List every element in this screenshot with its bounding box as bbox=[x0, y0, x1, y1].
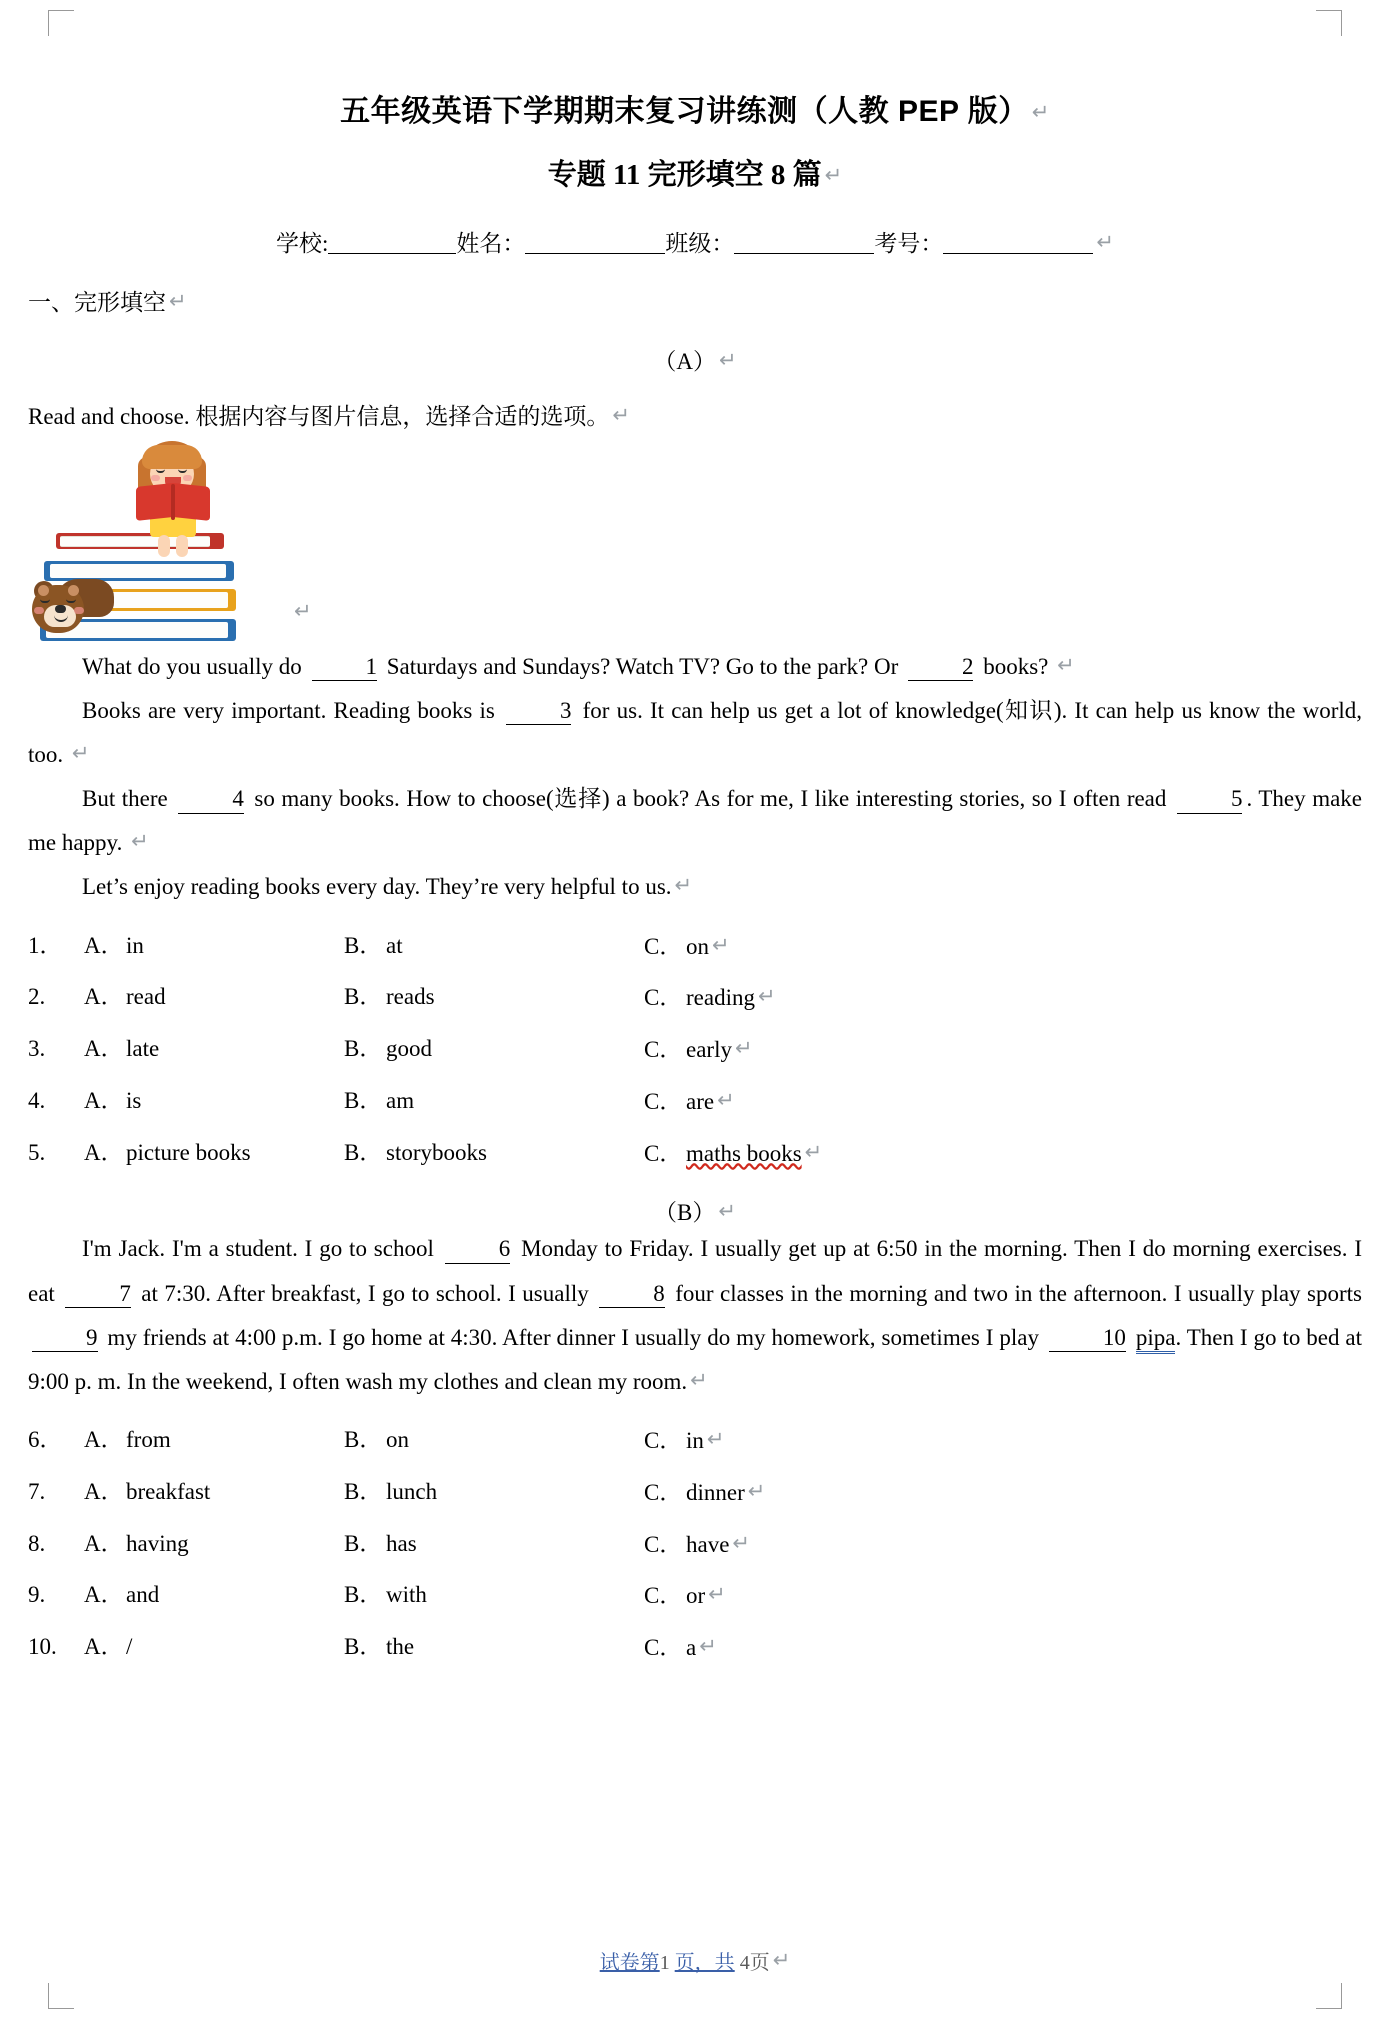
question-number: 1． bbox=[28, 932, 63, 958]
option-b[interactable] bbox=[344, 1581, 644, 1611]
answer-blank-9[interactable]: 9 bbox=[32, 1325, 98, 1352]
part-b-question-list bbox=[28, 1426, 1362, 1663]
part-a-question-list bbox=[28, 932, 1362, 1169]
exam-id-field[interactable] bbox=[943, 230, 1093, 254]
question-row bbox=[28, 1087, 1362, 1117]
option-b-label: the bbox=[386, 1634, 415, 1659]
option-a-label: is bbox=[126, 1087, 142, 1113]
option-c-key: C． bbox=[644, 1479, 683, 1505]
option-c-key: C． bbox=[644, 1140, 683, 1166]
option-c-key: C． bbox=[644, 1037, 683, 1063]
question-row bbox=[28, 1139, 1362, 1169]
exam-id-label: 考号： bbox=[874, 230, 944, 256]
question-row bbox=[28, 983, 1362, 1013]
option-c[interactable] bbox=[644, 983, 904, 1013]
question-row bbox=[28, 932, 1362, 962]
option-b-key: B． bbox=[344, 984, 383, 1010]
paragraph-mark-icon: ↵ bbox=[612, 402, 630, 427]
paragraph-mark-icon: ↵ bbox=[772, 1948, 791, 1972]
option-a[interactable] bbox=[84, 932, 344, 962]
option-b-key: B． bbox=[344, 1427, 383, 1452]
option-c-label: on bbox=[686, 933, 709, 959]
bear-cheek-left bbox=[34, 607, 44, 614]
page-footer bbox=[0, 1946, 1390, 1975]
option-b-label: has bbox=[386, 1530, 417, 1556]
option-c-key: C． bbox=[644, 1088, 683, 1114]
passage-paragraph: I'm Jack. I'm a student. I go to school 6 Monday to Friday. I usually get up at 6:50 in the morning. Then I do morning exercises. I eat 7 at 7:30. After breakfast, I go to school. I usually 8 four classes in the morning and two in the afternoon. I usually play sports 9 my friends at 4:00 p.m. I go home at 4:30. After dinner I usually do my homework, sometimes I play 10 pipa. Then I go to bed at 9:00 p. m. In the weekend, I often wash my clothes and clean my room. ↵ bbox=[28, 1236, 1362, 1394]
question-number: 6． bbox=[28, 1427, 63, 1452]
option-a-key: A． bbox=[84, 1530, 124, 1556]
section-heading bbox=[28, 284, 1362, 317]
option-c[interactable] bbox=[644, 1530, 904, 1560]
girl-figure bbox=[120, 441, 228, 561]
part-b-label bbox=[28, 1194, 1362, 1227]
answer-blank-3[interactable]: 3 bbox=[506, 698, 572, 725]
school-label: 学校: bbox=[276, 230, 329, 256]
book-spine bbox=[171, 484, 175, 520]
question-number: 8. bbox=[28, 1530, 46, 1556]
option-c-key: C． bbox=[644, 1531, 683, 1557]
option-b-key: B． bbox=[344, 1478, 383, 1504]
option-b-label: at bbox=[386, 932, 403, 958]
option-c-key: C． bbox=[644, 933, 683, 959]
cheek-left bbox=[151, 475, 160, 481]
footer-prefix: 试卷第 bbox=[599, 1952, 660, 1974]
option-a[interactable] bbox=[84, 1035, 344, 1065]
option-b-key: B． bbox=[344, 1634, 383, 1659]
option-a-label: / bbox=[126, 1634, 133, 1659]
page-title bbox=[28, 92, 1362, 131]
option-a-key: A． bbox=[84, 1478, 124, 1504]
option-c[interactable] bbox=[644, 1581, 904, 1611]
option-a[interactable] bbox=[84, 1633, 344, 1663]
option-c-key: C． bbox=[644, 1583, 683, 1609]
option-a-key: A． bbox=[84, 1582, 124, 1608]
option-c-label: are bbox=[686, 1088, 715, 1114]
class-field[interactable] bbox=[734, 230, 874, 254]
option-c-label: early bbox=[686, 1037, 732, 1063]
paragraph-mark-icon: ↵ bbox=[699, 1634, 717, 1658]
paragraph-mark-icon: ↵ bbox=[708, 1582, 726, 1607]
part-a-instruction-text: Read and choose. 根据内容与图片信息，选择合适的选项。 bbox=[28, 403, 610, 429]
option-c-label: in bbox=[686, 1428, 704, 1453]
paragraph-mark-icon: ↵ bbox=[169, 288, 187, 313]
paragraph-mark-icon: ↵ bbox=[1057, 652, 1075, 677]
part-a-instruction bbox=[28, 398, 1362, 431]
paragraph-mark-icon: ↵ bbox=[757, 984, 776, 1009]
answer-blank-8[interactable]: 8 bbox=[599, 1281, 665, 1308]
cheek-right bbox=[183, 475, 192, 481]
option-a-label: late bbox=[126, 1036, 160, 1062]
bear-nose bbox=[55, 605, 66, 613]
option-a-label: and bbox=[126, 1582, 160, 1608]
option-a[interactable] bbox=[84, 1426, 344, 1456]
bear-eye-left bbox=[40, 599, 50, 603]
option-b-key: B． bbox=[344, 1582, 383, 1608]
question-row bbox=[28, 1426, 1362, 1456]
grammar-error-word: pipa bbox=[1136, 1325, 1176, 1354]
option-c[interactable] bbox=[644, 1633, 904, 1663]
option-b-label: good bbox=[386, 1036, 432, 1062]
paragraph-mark-icon: ↵ bbox=[732, 1530, 751, 1555]
option-c[interactable] bbox=[644, 1478, 904, 1508]
paragraph-mark-icon: ↵ bbox=[718, 1199, 736, 1224]
paragraph-mark-icon: ↵ bbox=[1096, 229, 1114, 254]
illustration-row bbox=[28, 445, 1362, 645]
option-a-key: A． bbox=[84, 1427, 124, 1452]
name-field[interactable] bbox=[525, 230, 665, 254]
bear-inner-ear-left bbox=[38, 585, 49, 596]
page-subtitle-text: 专题 11 完形填空 8 篇 bbox=[547, 159, 822, 191]
girl-reading-illustration bbox=[30, 445, 280, 645]
option-a-label: in bbox=[126, 932, 144, 958]
option-a-label: read bbox=[126, 984, 166, 1010]
page-subtitle bbox=[28, 157, 1362, 195]
question-number: 2. bbox=[28, 984, 46, 1010]
passage-paragraph: Let’s enjoy reading books every day. They’re very helpful to us. ↵ bbox=[82, 873, 693, 900]
question-row bbox=[28, 1530, 1362, 1560]
class-label: 班级： bbox=[665, 230, 735, 256]
option-b-key: B． bbox=[344, 1139, 383, 1165]
part-a-label bbox=[28, 343, 1362, 376]
paragraph-mark-icon: ↵ bbox=[294, 598, 312, 623]
question-number: 4. bbox=[28, 1087, 46, 1113]
answer-blank-6[interactable]: 6 bbox=[445, 1236, 511, 1263]
option-c[interactable] bbox=[644, 1035, 904, 1065]
option-a[interactable] bbox=[84, 1087, 344, 1117]
option-b[interactable] bbox=[344, 1426, 644, 1456]
option-b[interactable] bbox=[344, 932, 644, 962]
option-b-key: B． bbox=[344, 1036, 383, 1062]
open-red-book-icon bbox=[136, 485, 210, 519]
option-c[interactable] bbox=[644, 1426, 904, 1456]
option-b-label: on bbox=[386, 1427, 409, 1452]
option-c-label: have bbox=[686, 1531, 730, 1557]
option-b-label: reads bbox=[386, 984, 435, 1010]
option-b-label: lunch bbox=[386, 1478, 438, 1504]
option-c-key: C． bbox=[644, 1428, 683, 1453]
option-b[interactable] bbox=[344, 1087, 644, 1117]
paragraph-mark-icon: ↵ bbox=[747, 1478, 766, 1503]
option-c[interactable] bbox=[644, 932, 904, 962]
paragraph-mark-icon: ↵ bbox=[690, 1367, 708, 1392]
option-b-label: storybooks bbox=[386, 1139, 487, 1165]
option-b[interactable] bbox=[344, 1478, 644, 1508]
paragraph-mark-icon: ↵ bbox=[674, 873, 693, 898]
option-a-key: A． bbox=[84, 1139, 124, 1165]
bear-eye-right bbox=[66, 599, 76, 603]
leg-left bbox=[158, 535, 170, 557]
option-a[interactable] bbox=[84, 1478, 344, 1508]
passage-paragraph: But there 4 so many books. How to choose(选择) a book? As for me, I like interesting stories, so I often read 5 . They make me happy. ↵ bbox=[28, 786, 1362, 856]
option-a[interactable] bbox=[84, 1581, 344, 1611]
paragraph-mark-icon: ↵ bbox=[706, 1427, 725, 1451]
option-b-key: B． bbox=[344, 1530, 383, 1556]
option-a[interactable] bbox=[84, 1530, 344, 1560]
option-b[interactable] bbox=[344, 983, 644, 1013]
option-c[interactable] bbox=[644, 1087, 904, 1117]
question-number: 10. bbox=[28, 1634, 57, 1659]
paragraph-mark-icon: ↵ bbox=[131, 829, 149, 854]
leg-right bbox=[176, 535, 188, 557]
teddy-bear-figure bbox=[32, 573, 118, 639]
student-info-line bbox=[28, 225, 1362, 258]
option-a-label: breakfast bbox=[126, 1478, 211, 1504]
footer-total-pages: 4 bbox=[739, 1952, 750, 1974]
option-a-label: from bbox=[126, 1427, 171, 1452]
option-a-label: picture books bbox=[126, 1139, 251, 1165]
passage-paragraph: What do you usually do 1 Saturdays and Sundays? Watch TV? Go to the park? Or 2 books? ↵ bbox=[28, 645, 1362, 689]
option-c[interactable] bbox=[644, 1139, 904, 1169]
option-c-label: dinner bbox=[686, 1479, 745, 1505]
fringe bbox=[142, 445, 202, 469]
paragraph-mark-icon: ↵ bbox=[712, 932, 730, 957]
answer-blank-4[interactable]: 4 bbox=[178, 786, 244, 813]
paragraph-mark-icon: ↵ bbox=[824, 163, 843, 187]
option-c-label: reading bbox=[686, 985, 755, 1011]
book-page-right bbox=[173, 483, 210, 521]
paragraph-mark-icon: ↵ bbox=[1031, 100, 1050, 124]
bear-inner-ear-right bbox=[68, 585, 79, 596]
option-b-key: B． bbox=[344, 932, 383, 958]
school-field[interactable] bbox=[328, 230, 456, 254]
option-b-key: B． bbox=[344, 1087, 383, 1113]
part-b-label-text: （B） bbox=[654, 1200, 716, 1226]
paragraph-mark-icon: ↵ bbox=[71, 741, 90, 765]
question-number: 9. bbox=[28, 1582, 46, 1608]
option-b[interactable] bbox=[344, 1035, 644, 1065]
option-a-key: A． bbox=[84, 1036, 124, 1062]
footer-page-number: 1 bbox=[659, 1952, 670, 1974]
option-a[interactable] bbox=[84, 983, 344, 1013]
option-a-label: having bbox=[126, 1530, 189, 1556]
option-a-key: A． bbox=[84, 1087, 124, 1113]
option-a-key: A． bbox=[84, 1634, 124, 1659]
question-number: 5. bbox=[28, 1139, 46, 1165]
paragraph-mark-icon: ↵ bbox=[734, 1036, 753, 1061]
answer-blank-5[interactable]: 5 bbox=[1177, 786, 1243, 813]
question-row bbox=[28, 1035, 1362, 1065]
question-row bbox=[28, 1581, 1362, 1611]
name-label: 姓名： bbox=[456, 230, 526, 256]
page-title-text: 五年级英语下学期期末复习讲练测（人教 PEP 版） bbox=[340, 95, 1029, 128]
paragraph-mark-icon: ↵ bbox=[804, 1139, 823, 1164]
option-a-key: A． bbox=[84, 932, 124, 958]
option-c-key: C． bbox=[644, 1635, 683, 1660]
section-heading-text: 一、完形填空 bbox=[28, 289, 166, 315]
answer-blank-10[interactable]: 10 bbox=[1049, 1325, 1126, 1352]
option-a-key: A． bbox=[84, 984, 124, 1010]
part-a-passage bbox=[28, 645, 1362, 910]
option-c-label: maths books bbox=[686, 1140, 802, 1166]
option-c-key: C． bbox=[644, 985, 683, 1011]
question-number: 7. bbox=[28, 1478, 46, 1504]
footer-middle: 页，共 bbox=[674, 1952, 735, 1974]
option-b-label: am bbox=[386, 1087, 415, 1113]
option-b[interactable] bbox=[344, 1633, 644, 1663]
option-b[interactable] bbox=[344, 1139, 644, 1169]
option-b-label: with bbox=[386, 1582, 427, 1608]
option-c-label: or bbox=[686, 1583, 706, 1609]
book-page-left bbox=[136, 483, 173, 521]
option-c-label: a bbox=[686, 1635, 697, 1660]
answer-blank-1[interactable]: 1 bbox=[312, 654, 378, 681]
answer-blank-7[interactable]: 7 bbox=[65, 1281, 131, 1308]
paragraph-mark-icon: ↵ bbox=[717, 1087, 735, 1112]
paragraph-mark-icon: ↵ bbox=[719, 347, 737, 372]
question-row bbox=[28, 1633, 1362, 1663]
question-row bbox=[28, 1478, 1362, 1508]
option-a[interactable] bbox=[84, 1139, 344, 1169]
part-b-passage bbox=[28, 1227, 1362, 1404]
answer-blank-2[interactable]: 2 bbox=[908, 654, 974, 681]
option-b[interactable] bbox=[344, 1530, 644, 1560]
question-number: 3. bbox=[28, 1036, 46, 1062]
part-a-label-text: （A） bbox=[653, 348, 716, 374]
passage-paragraph: Books are very important. Reading books is 3 for us. It can help us get a lot of knowledge(知识). It can help us know the world, too. ↵ bbox=[28, 697, 1362, 767]
bear-cheek-right bbox=[74, 607, 84, 614]
footer-suffix: 页 bbox=[749, 1952, 770, 1974]
